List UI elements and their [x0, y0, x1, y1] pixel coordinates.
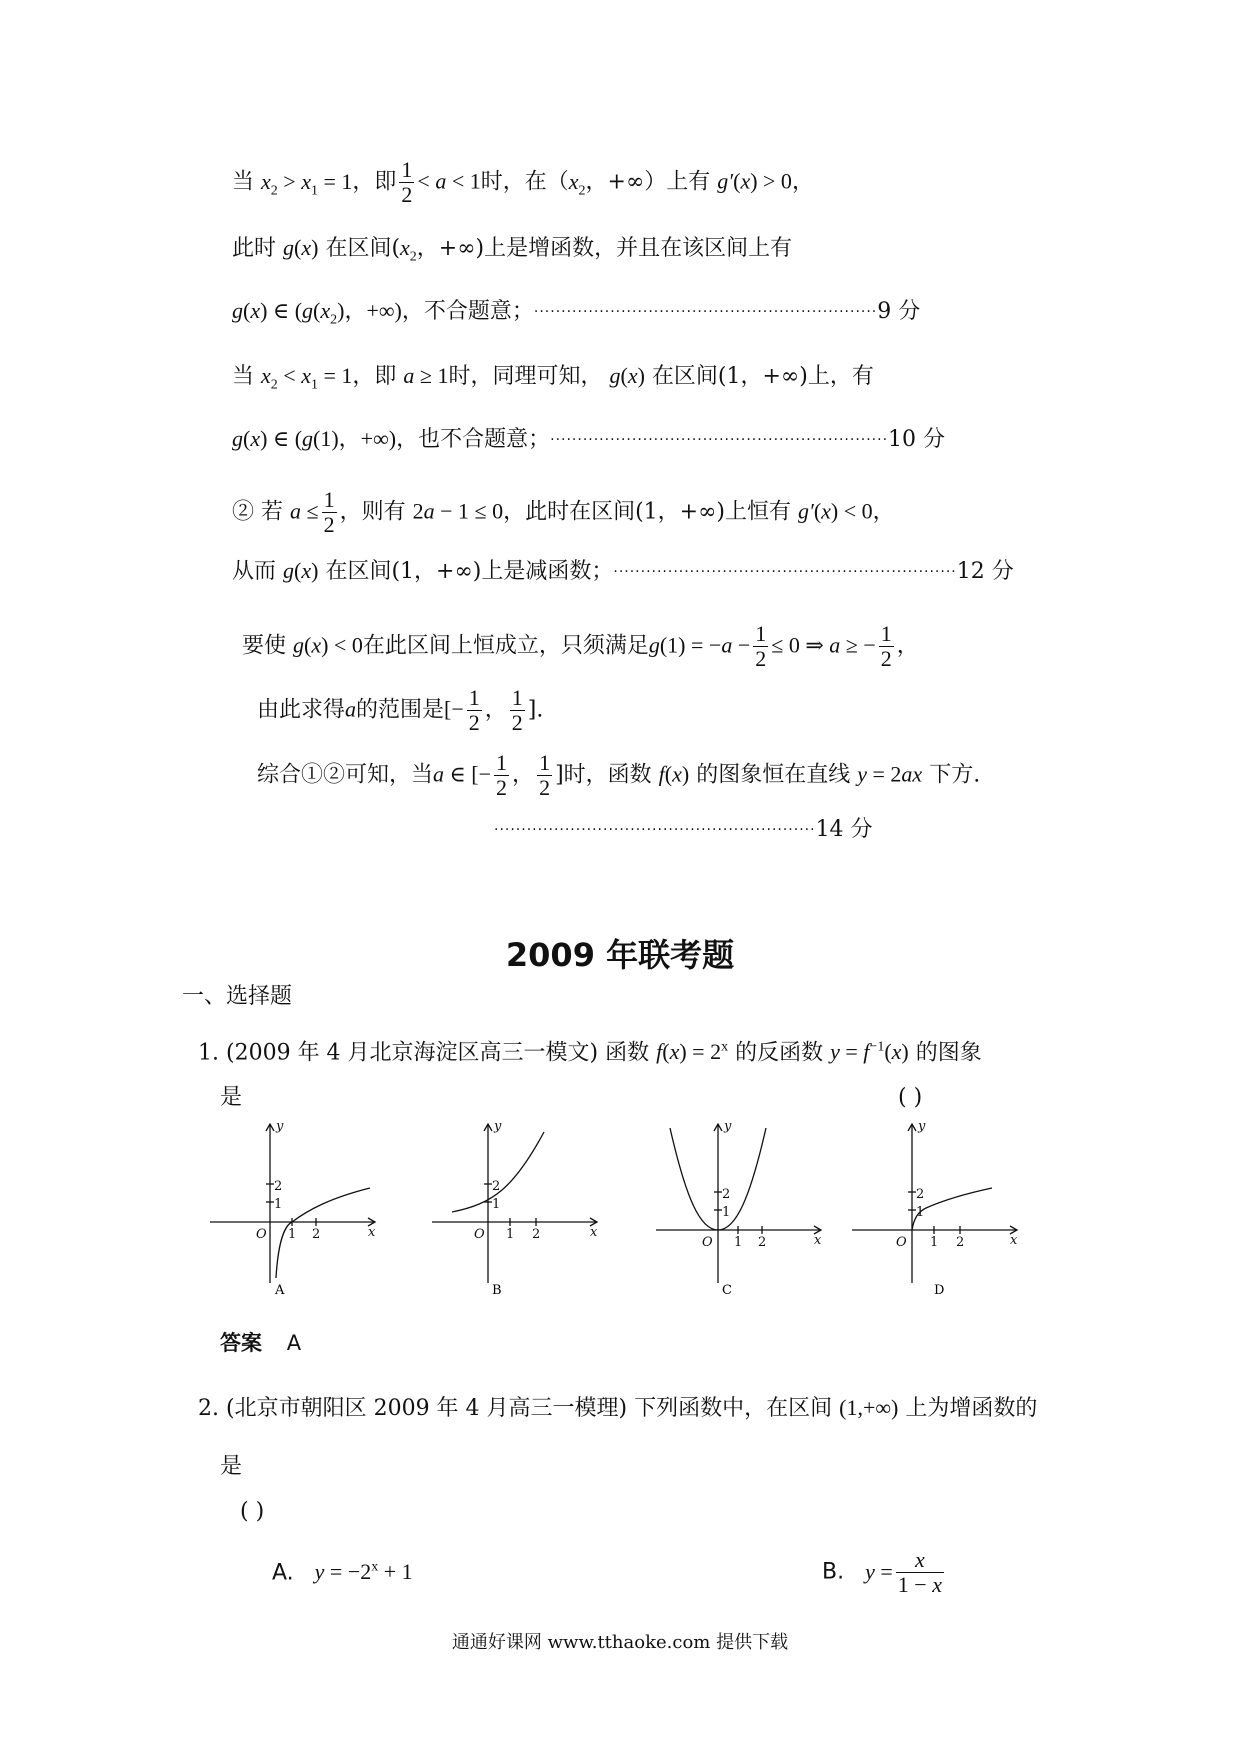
- svg-text:2: 2: [312, 1227, 321, 1242]
- text: 从而: [232, 559, 277, 584]
- text: 此时: [232, 236, 277, 261]
- text: 的范围是: [356, 697, 445, 723]
- text: ，+∞)上是增函数，并且在该区间上有: [416, 236, 793, 261]
- graph-option-a: [210, 1118, 380, 1298]
- svg-text:y: y: [724, 1119, 732, 1134]
- answer-paren: ( ): [240, 1499, 265, 1524]
- svg-text:2: 2: [274, 1179, 283, 1194]
- solution-line-1: 当 $x_2 > x_1 = 1$，即 $\frac{1}{2}$ < a < 1时，在（$x_2$，+∞）上有 g′(x) > 0，: [232, 157, 814, 208]
- solution-line-3: g(x) ∈ ($g(x_2)$，+∞)，不合题意；·······························································9 分: [232, 298, 921, 328]
- svg-text:2: 2: [916, 1187, 925, 1202]
- question-2: 2. (北京市朝阳区 2009 年 4 月高三一模理) 下列函数中，在区间 (1,+∞) 上为增函数的: [198, 1395, 1038, 1421]
- solution-line-6: ② 若 a ≤ $\frac{1}{2}$ ，则有 2a − 1 ≤ 0，此时在区间(1，+∞)上恒有 g′(x) < 0，: [232, 487, 895, 538]
- text: ，即: [352, 364, 397, 389]
- answer-line: [220, 1328, 301, 1358]
- text: 当: [232, 364, 255, 389]
- solution-line-5: g(x) ∈ (g(1)，+∞)，也不合题意；······························································10 分: [232, 424, 945, 455]
- svg-text:O: O: [474, 1227, 485, 1242]
- text: 当: [232, 169, 255, 195]
- question-2-cont: 是: [220, 1454, 243, 1479]
- text: ，也不合题意；: [396, 427, 551, 452]
- graph-option-d: [852, 1118, 1022, 1298]
- text: 在此区间上恒成立，只须满足: [362, 633, 649, 659]
- text: ，则有: [339, 499, 406, 525]
- score-leader-dots: ···························································: [494, 822, 816, 838]
- svg-text:1: 1: [916, 1205, 925, 1220]
- svg-text:O: O: [702, 1235, 713, 1250]
- question-number: 1.: [198, 1040, 219, 1066]
- text: 下方.: [929, 762, 981, 788]
- text: 时，在（: [480, 169, 569, 195]
- svg-text:x: x: [1010, 1233, 1018, 1248]
- answer-label: 答案: [220, 1331, 262, 1355]
- svg-text:2: 2: [956, 1235, 965, 1250]
- solution-line-7: 从而 g(x) 在区间(1，+∞)上是减函数；·······························································12 分: [232, 556, 1014, 587]
- option-b: B. y = $\frac{x}{1 - x}$: [822, 1547, 942, 1598]
- score-leader-dots: ·······························································: [613, 564, 957, 580]
- graph-label-b: B: [492, 1283, 502, 1298]
- graph-option-b: [432, 1118, 602, 1298]
- score: 9 分: [877, 299, 921, 324]
- text: ，: [872, 499, 895, 525]
- text: ，: [791, 169, 814, 195]
- answer-value: A: [286, 1331, 302, 1355]
- svg-text:2: 2: [758, 1235, 767, 1250]
- question-text: 的图象: [915, 1040, 982, 1066]
- text: 由此求得: [257, 697, 346, 723]
- answer-paren: ( ): [898, 1085, 923, 1110]
- svg-text:2: 2: [492, 1179, 501, 1194]
- question-1: 1. (2009 年 4 月北京海淀区高三一模文) 函数 $f(x) = 2^x$ 的反函数 $y = f^{-1}(x)$ 的图象: [198, 1039, 982, 1066]
- text: 在区间(: [325, 236, 401, 261]
- score: 14 分: [815, 817, 873, 842]
- solution-line-2: 此时 g(x) 在区间($x_2$，+∞)上是增函数，并且在该区间上有: [232, 235, 793, 265]
- svg-text:x: x: [368, 1225, 376, 1240]
- graph-label-a: A: [275, 1283, 285, 1298]
- section-heading: 一、选择题: [182, 984, 293, 1009]
- text: ，不合题意；: [401, 299, 534, 324]
- svg-text:2: 2: [722, 1187, 731, 1202]
- graph-option-c: [656, 1118, 826, 1298]
- svg-text:y: y: [276, 1119, 284, 1134]
- text: 的图象恒在直线: [696, 762, 851, 788]
- svg-text:1: 1: [506, 1227, 515, 1242]
- text: 综合①②可知，当: [257, 762, 434, 788]
- score-leader-dots: ······························································: [550, 432, 889, 448]
- text: 要使: [242, 633, 287, 659]
- svg-text:1: 1: [274, 1197, 283, 1212]
- graph-label-d: D: [934, 1283, 945, 1298]
- score: 12 分: [956, 559, 1014, 584]
- question-number: 2.: [198, 1396, 219, 1421]
- svg-text:1: 1: [722, 1205, 731, 1220]
- footer: 通通好课网 www.tthaoke.com 提供下载: [451, 1632, 789, 1653]
- graph-label-c: C: [722, 1283, 732, 1298]
- text: ，此时在区间(1，+∞)上恒有: [503, 499, 792, 525]
- text: ，即: [352, 169, 397, 195]
- option-a: A. $y = -2^x + 1$: [272, 1559, 413, 1586]
- option-label: A.: [272, 1560, 294, 1586]
- solution-line-8: 要使 g(x) < 0在此区间上恒成立，只须满足g(1) = −a − $\frac{1}{2}$ ≤ 0 ⇒ a ≥ − $\frac{1}{2}$ ，: [242, 621, 919, 672]
- option-label: B.: [822, 1559, 845, 1585]
- text: ，: [896, 633, 919, 659]
- question-text: (北京市朝阳区 2009 年 4 月高三一模理) 下列函数中，在区间: [226, 1396, 833, 1421]
- text: .: [536, 697, 544, 723]
- question-text: 上为增函数的: [905, 1396, 1038, 1421]
- svg-text:O: O: [896, 1235, 907, 1250]
- svg-text:1: 1: [930, 1235, 939, 1250]
- svg-text:O: O: [256, 1227, 267, 1242]
- svg-text:1: 1: [288, 1227, 297, 1242]
- score: 10 分: [888, 427, 946, 452]
- question-text: (2009 年 4 月北京海淀区高三一模文) 函数: [226, 1040, 650, 1066]
- solution-line-11: [494, 815, 873, 845]
- solution-line-10: 综合①②可知，当a ∈ [− $\frac{1}{2}$ ， $\frac{1}{2}$ ]时，函数 f(x) 的图象恒在直线 y = 2ax 下方.: [257, 750, 981, 801]
- svg-text:x: x: [590, 1225, 598, 1240]
- solution-line-9: 由此求得a的范围是[− $\frac{1}{2}$ ， $\frac{1}{2}$ ].: [257, 685, 544, 736]
- text: ，+∞）上有: [585, 169, 711, 195]
- text: 在区间(1，+∞)上是减函数；: [325, 559, 614, 584]
- svg-text:y: y: [494, 1119, 502, 1134]
- svg-text:x: x: [814, 1233, 822, 1248]
- section-title: 2009 年联考题: [505, 936, 735, 974]
- question-1-cont: 是: [220, 1085, 243, 1110]
- text: 时，同理可知，: [448, 364, 603, 389]
- score-leader-dots: ·······························································: [533, 304, 878, 320]
- text: 时，函数: [563, 762, 652, 788]
- solution-line-4: 当 $x_2 < x_1 = 1$，即 a ≥ 1时，同理可知， g(x) 在区间(1，+∞)上，有: [232, 363, 874, 393]
- svg-text:2: 2: [532, 1227, 541, 1242]
- question-text: 的反函数: [735, 1040, 824, 1066]
- text: ② 若: [232, 499, 283, 525]
- svg-text:1: 1: [492, 1197, 501, 1212]
- svg-text:y: y: [918, 1119, 926, 1134]
- text: 在区间(1，+∞)上，有: [651, 364, 874, 389]
- svg-text:1: 1: [734, 1235, 743, 1250]
